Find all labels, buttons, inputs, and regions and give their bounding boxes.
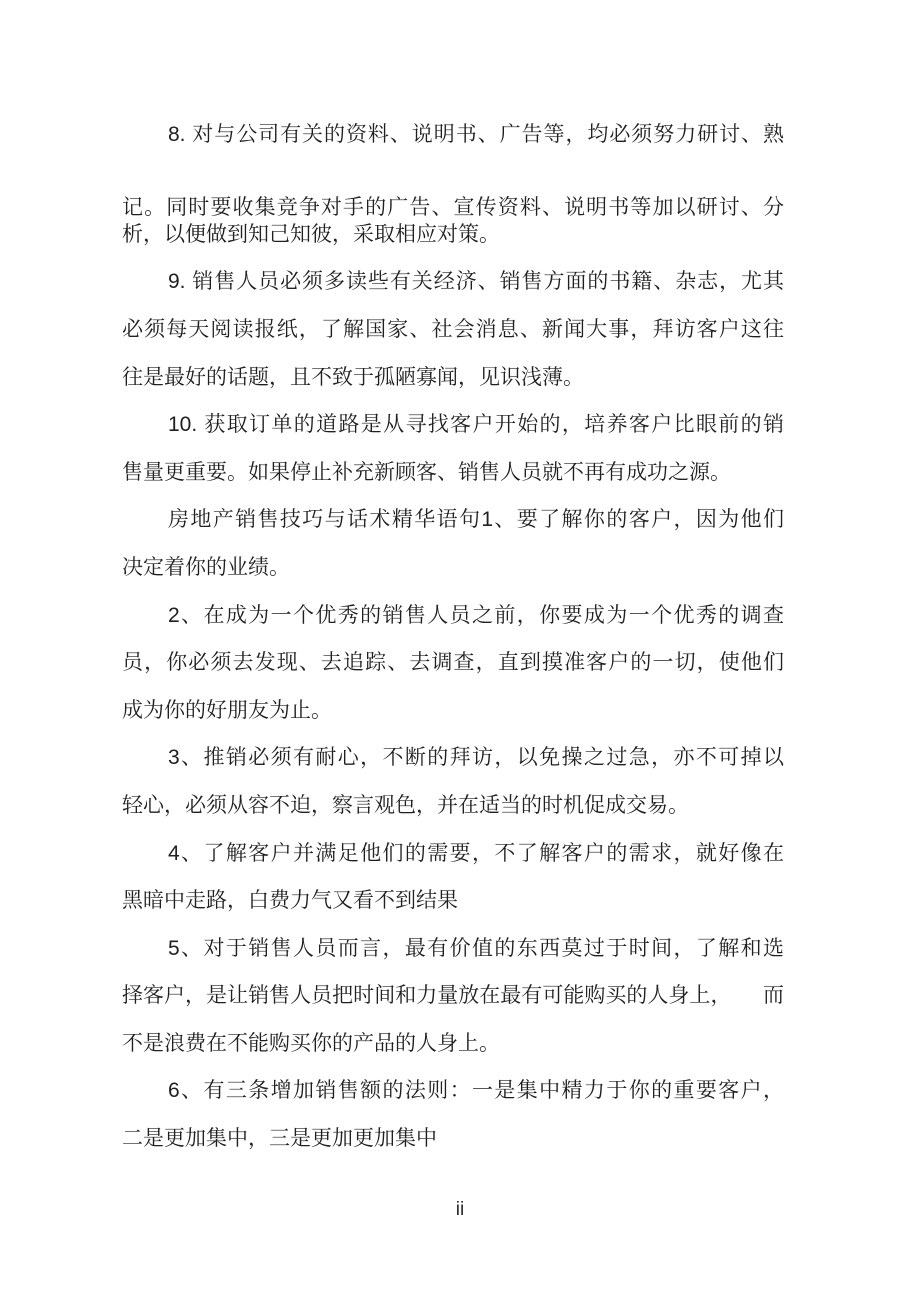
text-line: 售量更重要。如果停止补充新顾客、销售人员就不再有成功之源。	[122, 460, 731, 484]
text-line: 记。同时要收集竞争对手的广告、宣传资料、说明书等加以研讨、分	[122, 195, 784, 219]
text-line: 6、有三条增加销售额的法则：一是集中精力于你的重要客户，	[168, 1079, 784, 1103]
body-paragraphs	[122, 258, 784, 1162]
text-line: 10. 获取订单的道路是从寻找客户开始的，培养客户比眼前的销	[168, 413, 784, 437]
text-line: 员，你必须去发现、去追踪、去调查，直到摸准客户的一切，使他们	[122, 651, 784, 675]
paragraph-8-continuation	[122, 194, 784, 249]
text-line: 房地产销售技巧与话术精华语句1、要了解你的客户，因为他们	[168, 508, 784, 532]
text-line: 9. 销售人员必须多读些有关经济、销售方面的书籍、杂志，尤其	[168, 270, 784, 294]
text-line: 成为你的好朋友为止。	[122, 698, 332, 722]
text-line: 必须每天阅读报纸，了解国家、社会消息、新闻大事，拜访客户这往	[122, 317, 784, 341]
text-line: 8. 对与公司有关的资料、说明书、广告等，均必须努力研讨、熟	[168, 123, 784, 146]
text-line: 析，以便做到知己知彼，采取相应对策。	[122, 222, 500, 246]
page-number: ii	[455, 1199, 465, 1220]
text-line: 黑暗中走路，白费力气又看不到结果	[122, 889, 458, 913]
page-content	[122, 111, 784, 1163]
text-line: 3、推销必须有耐心，不断的拜访，以免操之过急，亦不可掉以	[168, 746, 784, 770]
text-line: 2、在成为一个优秀的销售人员之前，你要成为一个优秀的调查	[168, 603, 784, 627]
text-line: 决定着你的业绩。	[122, 555, 290, 579]
text-line: 4、了解客户并满足他们的需要，不了解客户的需求，就好像在	[168, 841, 784, 865]
text-line: 轻心，必须从容不迫，察言观色，并在适当的时机促成交易。	[122, 793, 689, 817]
text-line: 择客户，是让销售人员把时间和力量放在最有可能购买的人身上， 而	[122, 984, 784, 1008]
text-line: 5、对于销售人员而言，最有价值的东西莫过于时间，了解和选	[168, 936, 784, 960]
text-line: 往是最好的话题，且不致于孤陋寡闻，见识浅薄。	[122, 365, 584, 389]
paragraph-8-lead	[122, 111, 784, 159]
text-line: 二是更加集中，三是更加更加集中	[122, 1127, 437, 1151]
text-line: 不是浪费在不能购买你的产品的人身上。	[122, 1031, 500, 1055]
